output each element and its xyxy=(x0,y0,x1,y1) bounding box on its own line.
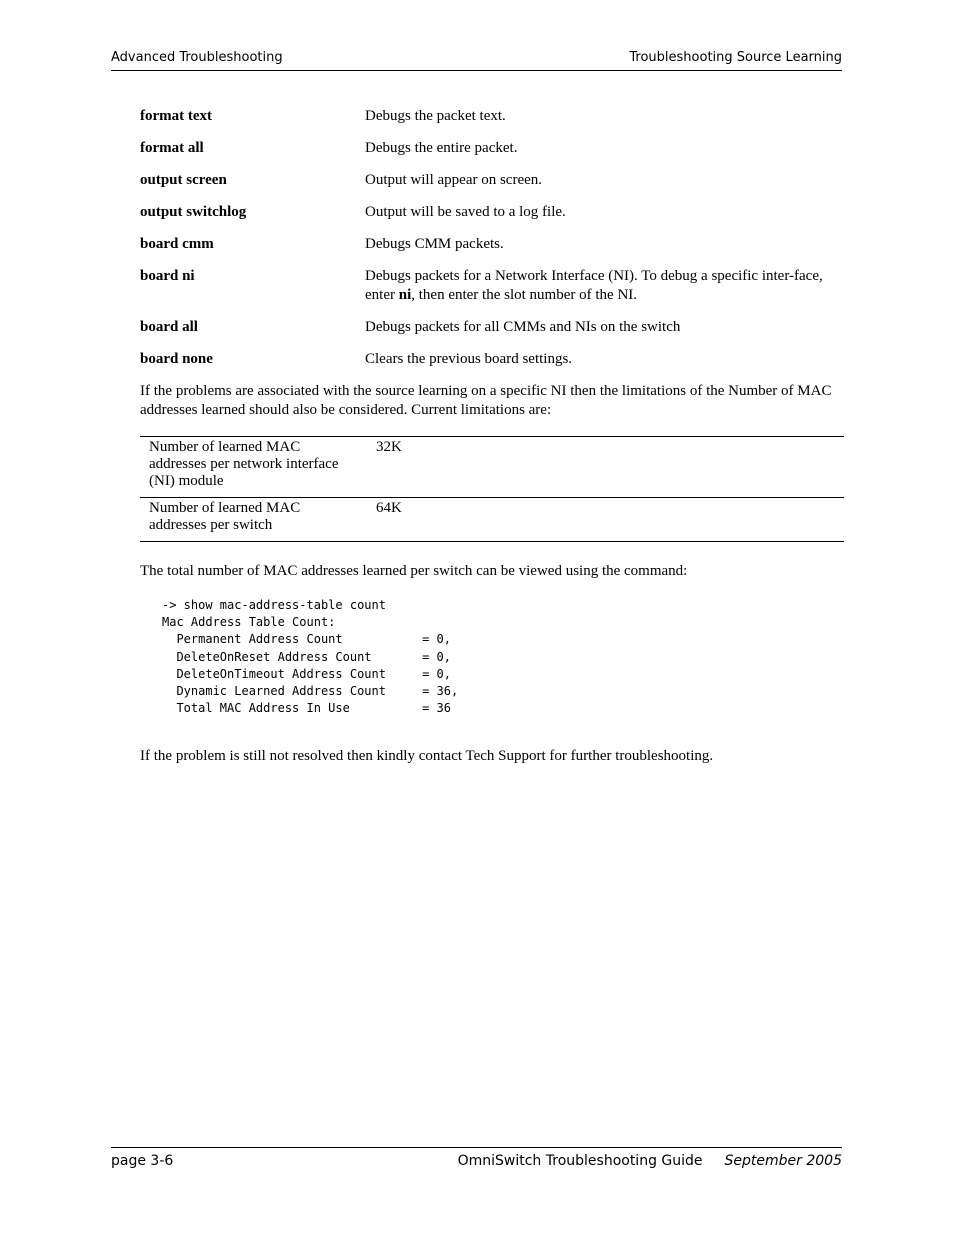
limitations-table xyxy=(140,436,844,542)
parameter-row xyxy=(140,350,844,369)
parameter-list xyxy=(140,107,844,369)
code-line: Total MAC Address In Use = 36 xyxy=(162,701,451,716)
code-line: Mac Address Table Count: xyxy=(162,615,336,630)
parameter-row xyxy=(140,203,844,222)
parameter-description: Debugs the entire packet. xyxy=(365,140,518,156)
footer-right xyxy=(458,1153,842,1169)
limit-label: Number of learned MAC addresses per network interface (NI) module xyxy=(140,437,367,498)
page-number: page 3-6 xyxy=(111,1153,174,1169)
page-header xyxy=(111,50,842,71)
parameter-description: Debugs the packet text. xyxy=(365,108,506,124)
limit-value: 32K xyxy=(367,437,844,498)
parameter-description: Debugs CMM packets. xyxy=(365,236,504,252)
parameter-name: board ni xyxy=(140,268,195,284)
parameter-name: output screen xyxy=(140,172,227,188)
table-row xyxy=(140,437,844,498)
parameter-row xyxy=(140,267,844,305)
description-text: , then enter the slot number of the NI. xyxy=(411,287,638,303)
limitations-intro-paragraph: If the problems are associated with the source learning on a specific NI then the limitations of the Number of MAC addresses learned should also be considered. Current limitations are: xyxy=(140,383,832,418)
parameter-description xyxy=(365,267,844,305)
parameter-description: Output will be saved to a log file. xyxy=(365,204,566,220)
code-line: -> show mac-address-table count xyxy=(162,598,386,612)
parameter-row xyxy=(140,235,844,254)
command-intro-paragraph: The total number of MAC addresses learned per switch can be viewed using the command: xyxy=(140,563,688,579)
parameter-name: format text xyxy=(140,108,213,124)
table-row xyxy=(140,498,844,542)
parameter-description: Clears the previous board settings. xyxy=(365,351,573,367)
parameter-name: board none xyxy=(140,351,213,367)
support-paragraph: If the problem is still not resolved then kindly contact Tech Support for further troubleshooting. xyxy=(140,748,714,765)
parameter-name: board cmm xyxy=(140,236,214,252)
command-output-block xyxy=(162,597,844,717)
guide-title: OmniSwitch Troubleshooting Guide xyxy=(457,1153,703,1169)
parameter-description: Output will appear on screen. xyxy=(365,172,543,188)
description-text: Debugs packets for a Network Interface (NI). To debug a specific inter-face, enter xyxy=(365,268,823,303)
parameter-row xyxy=(140,318,844,337)
parameter-row xyxy=(140,139,844,158)
parameter-name: output switchlog xyxy=(140,204,247,220)
code-line: DeleteOnTimeout Address Count = 0, xyxy=(162,666,451,681)
parameter-name: board all xyxy=(140,319,198,335)
code-line: Dynamic Learned Address Count = 36, xyxy=(162,683,459,698)
code-line: DeleteOnReset Address Count = 0, xyxy=(162,649,451,664)
code-line: Permanent Address Count = 0, xyxy=(162,632,451,647)
header-section-title: Advanced Troubleshooting xyxy=(111,50,283,65)
parameter-description: Debugs packets for all CMMs and NIs on the switch xyxy=(365,319,681,335)
limit-label: Number of learned MAC addresses per switch xyxy=(140,498,367,542)
description-keyword: ni xyxy=(398,287,412,303)
publication-date: September 2005 xyxy=(724,1153,842,1169)
page-content xyxy=(140,107,844,782)
limit-value: 64K xyxy=(367,498,844,542)
header-chapter-title: Troubleshooting Source Learning xyxy=(629,50,842,65)
parameter-row xyxy=(140,107,844,126)
parameter-name: format all xyxy=(140,140,204,156)
parameter-row xyxy=(140,171,844,190)
page-footer xyxy=(111,1147,842,1169)
